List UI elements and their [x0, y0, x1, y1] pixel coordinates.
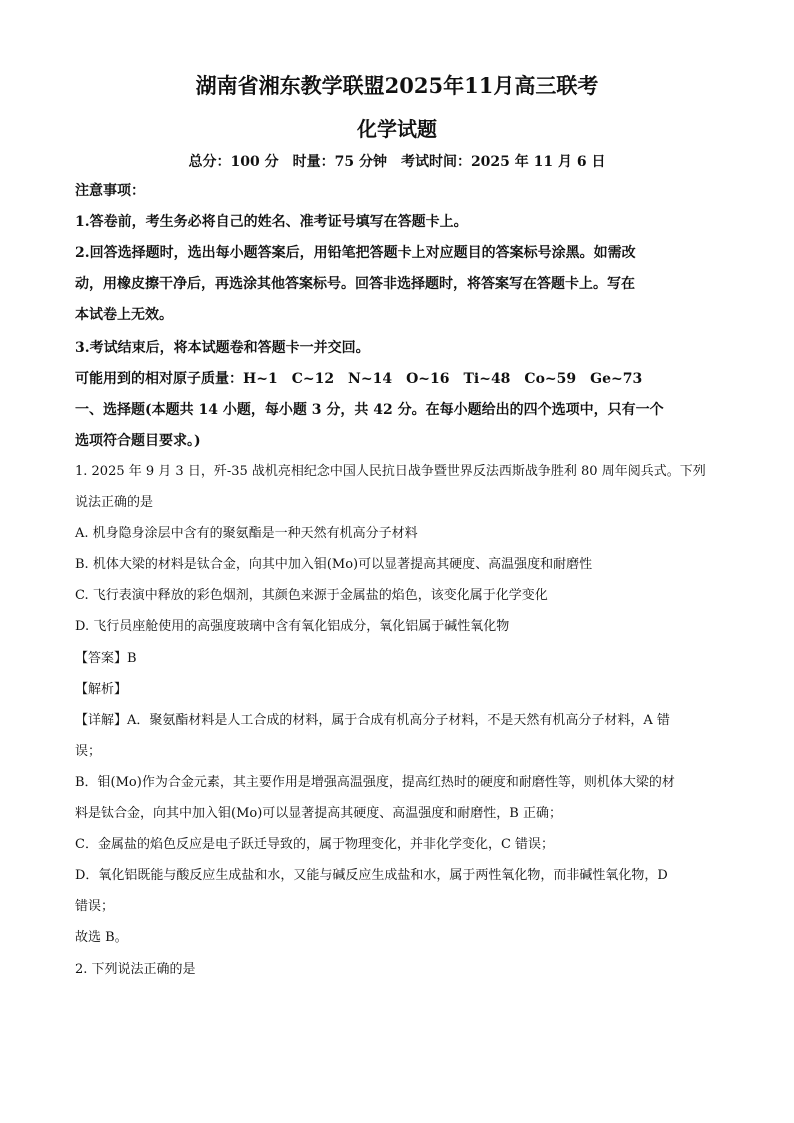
- notice-line: 3.考试结束后，将本试题卷和答题卡一并交回。: [75, 340, 370, 356]
- option-c: C. 飞行表演中释放的彩色烟剂，其颜色来源于金属盐的焰色，该变化属于化学变化: [75, 588, 548, 603]
- option-d: D. 飞行员座舱使用的高强度玻璃中含有氧化铝成分，氧化铝属于碱性氧化物: [75, 619, 510, 634]
- analysis-line: 【详解】A．聚氨酯材料是人工合成的材料，属于合成有机高分子材料，不是天然有机高分子材料，A 错: [75, 713, 670, 728]
- notice-line: 2.回答选择题时，选出每小题答案后，用铅笔把答题卡上对应题目的答案标号涂黑。如需改: [75, 245, 636, 261]
- analysis-line: D．氧化铝既能与酸反应生成盐和水，又能与碱反应生成盐和水，属于两性氧化物，而非碱性氧化物，D: [75, 868, 668, 883]
- section-heading-cont: 选项符合题目要求。): [75, 433, 201, 449]
- section-heading: 一、选择题(本题共 14 小题，每小题 3 分，共 42 分。在每小题给出的四个选项中，只有一个: [75, 402, 664, 418]
- analysis-line: B．钼(Mo)作为合金元素，其主要作用是增强高温强度，提高红热时的硬度和耐磨性等，则机体大梁的材: [75, 775, 675, 790]
- analysis-line: C．金属盐的焰色反应是电子跃迁导致的，属于物理变化，并非化学变化，C 错误；: [75, 837, 555, 852]
- atomic-mass-line: 可能用到的相对原子质量：H~1 C~12 N~14 O~16 Ti~48 Co~59 Ge~73: [75, 371, 643, 387]
- analysis-line: 误；: [75, 744, 102, 759]
- notice-line: 动，用橡皮擦干净后，再选涂其他答案标号。回答非选择题时，将答案写在答题卡上。写在: [75, 276, 635, 292]
- analysis-line: 错误；: [75, 899, 115, 914]
- analysis-conclusion: 故选 B。: [75, 930, 128, 945]
- option-a: A. 机身隐身涂层中含有的聚氨酯是一种天然有机高分子材料: [75, 526, 418, 541]
- option-b: B. 机体大梁的材料是钛合金，向其中加入钼(Mo)可以显著提高其硬度、高温强度和耐磨性: [75, 557, 593, 572]
- question-stem-cont: 说法正确的是: [75, 495, 154, 510]
- question-stem: 1. 2025 年 9 月 3 日，歼-35 战机亮相纪念中国人民抗日战争暨世界反法西斯战争胜利 80 周年阅兵式。下列: [75, 464, 706, 479]
- question-stem: 2. 下列说法正确的是: [75, 962, 196, 977]
- notice-line: 1.答卷前，考生务必将自己的姓名、准考证号填写在答题卡上。: [75, 214, 468, 230]
- analysis-label: 【解析】: [75, 682, 128, 697]
- notice-heading: 注意事项：: [75, 183, 145, 199]
- notice-line: 本试卷上无效。: [75, 307, 173, 323]
- answer-label: 【答案】B: [75, 651, 137, 666]
- exam-title: 湖南省湘东教学联盟2025年11月高三联考: [195, 73, 599, 98]
- subject-title: 化学试题: [357, 117, 437, 141]
- analysis-line: 料是钛合金，向其中加入钼(Mo)可以显著提高其硬度、高温强度和耐磨性，B 正确；: [75, 806, 562, 821]
- exam-meta: 总分：100 分 时量：75 分钟 考试时间：2025 年 11 月 6 日: [188, 154, 606, 170]
